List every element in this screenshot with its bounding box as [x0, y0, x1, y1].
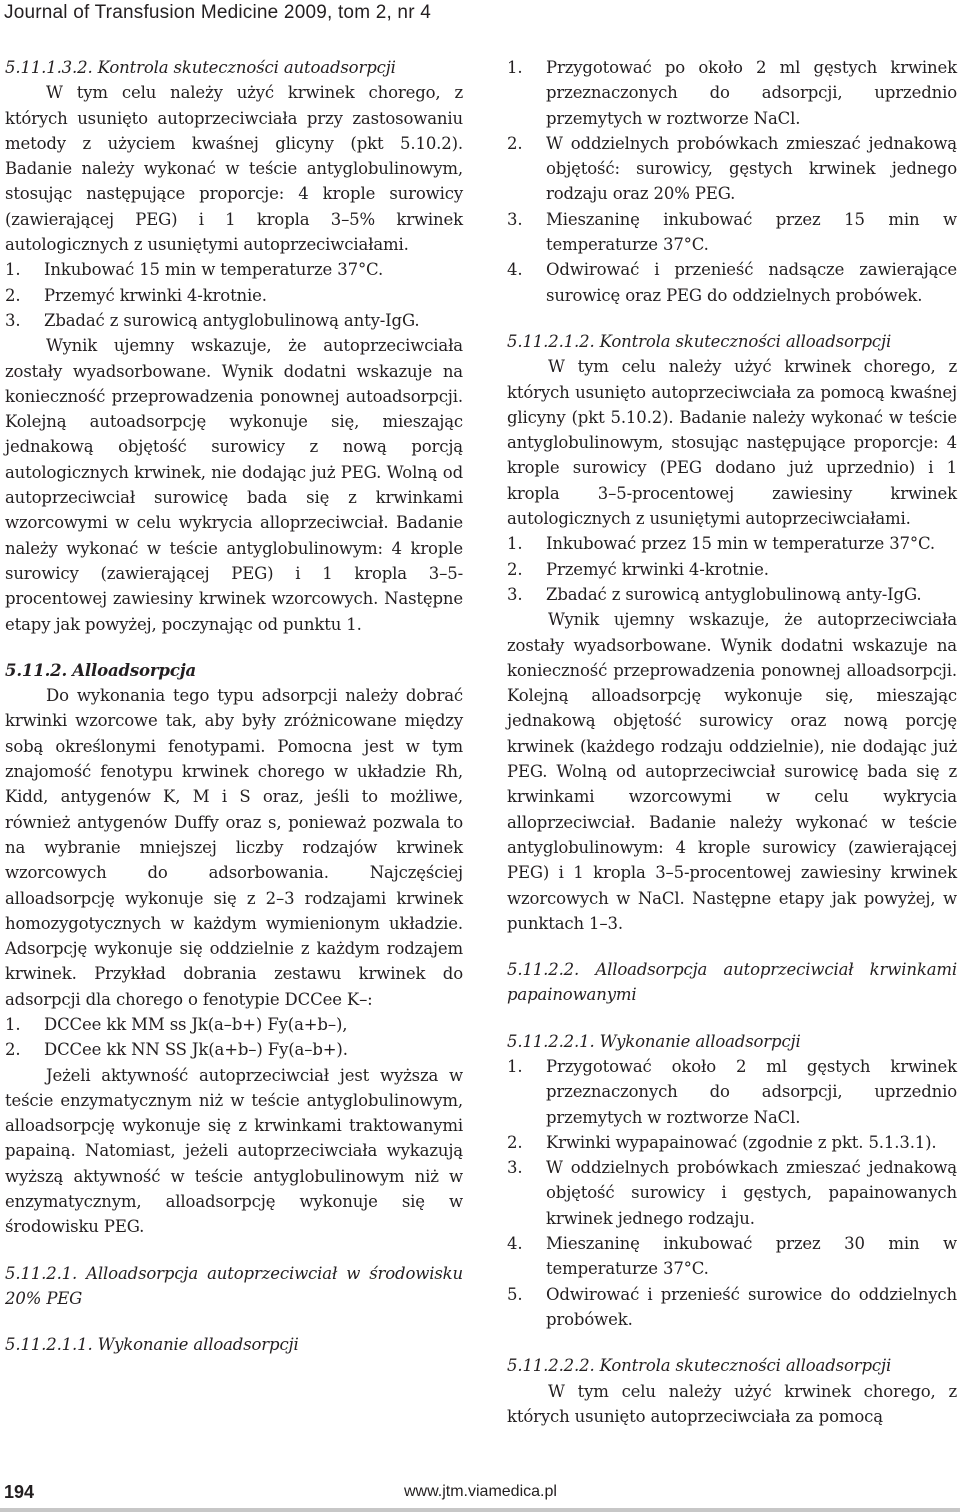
list-item: [507, 582, 957, 607]
numbered-list: [507, 531, 957, 607]
numbered-list: [5, 257, 463, 333]
section-heading: [507, 329, 957, 354]
list-text: Przygotować po około 2 ml gęstych krwinek przeznaczonych do adsorpcji, uprzednio przemytych w roztworze NaCl.: [546, 58, 957, 128]
list-number: 4.: [507, 260, 523, 280]
list-item: [507, 207, 957, 258]
right-column: [507, 55, 957, 1429]
list-number: 2.: [507, 133, 523, 153]
list-item: [507, 131, 957, 207]
list-number: 1.: [507, 1056, 523, 1076]
list-text: Odwirować i przenieść surowice do oddzielnych probówek.: [546, 1284, 957, 1329]
section-heading: [5, 1261, 463, 1312]
running-header: Journal of Transfusion Medicine 2009, tom 2, nr 4: [4, 2, 431, 23]
paragraph: W tym celu należy użyć krwinek chorego, z których usunięto autoprzeciwciała za pomocą kwaśnej glicyny (pkt 5.10.2). Badanie należy wykonać w teście antyglobulinowym, stosując następujące proporcje: 4 krople surowicy (PEG dodano już uprzednio) i 1 kropla 3–5-procentowej zawiesiny krwinek autologicznych z usuniętymi autoprzeciwciałami.: [507, 357, 957, 529]
paragraph: Wynik ujemny wskazuje, że autoprzeciwciała zostały wyadsorbowane. Wynik dodatni wskazuje na konieczność przeprowadzenia ponownej alloadsorpcji. Kolejną alloadsorpcję wykonuje się, mieszając jednakową objętość surowicy oraz nową porcję krwinek (każdego rodzaju oddzielnie), nie dodając już PEG. Wolną od autoprzeciwciał surowicę bada się z krwinkami wzorcowymi w celu wykrycia alloprzeciwciał. Badanie należy wykonać w teście antyglobulinowym: 4 krople surowicy (zawierającej PEG) i 1 kropla 3–5-procentowej zawiesiny krwinek wzorcowych w NaCl. Następne etapy jak powyżej, w punktach 1–3.: [507, 610, 957, 933]
list-text: Przemyć krwinki 4-krotnie.: [546, 559, 769, 579]
section-heading: [507, 1353, 957, 1378]
heading-text: 5.11.2.2.2. Kontrola skuteczności alloadsorpcji: [507, 1356, 892, 1376]
list-item: [5, 257, 463, 282]
heading-number: 5.11.2.: [5, 660, 68, 680]
list-text: Inkubować 15 min w temperaturze 37°C.: [44, 260, 384, 280]
list-item: [5, 308, 463, 333]
heading-text: 5.11.1.3.2. Kontrola skuteczności autoadsorpcji: [5, 58, 396, 77]
heading-text: 5.11.2.2.1. Wykonanie alloadsorpcji: [507, 1031, 801, 1051]
list-number: 1.: [507, 58, 523, 77]
section-heading: [507, 957, 957, 1008]
heading-text: 5.11.2.1.1. Wykonanie alloadsorpcji: [5, 1335, 299, 1355]
list-text: Zbadać z surowicą antyglobulinową anty-IgG.: [546, 584, 922, 604]
list-number: 1.: [5, 1014, 21, 1034]
list-number: 2.: [507, 1132, 523, 1152]
footer-divider: [0, 1508, 960, 1512]
list-number: 2.: [5, 1040, 21, 1060]
heading-text: 5.11.2.1. Alloadsorpcja autoprzeciwciał w środowisku 20% PEG: [5, 1263, 463, 1308]
list-item: [507, 531, 957, 556]
list-number: 5.: [507, 1284, 523, 1304]
list-item: [507, 557, 957, 582]
heading-text: 5.11.2.1.2. Kontrola skuteczności alloadsorpcji: [507, 331, 892, 351]
list-number: 4.: [507, 1234, 523, 1254]
numbered-list: [507, 1054, 957, 1332]
paragraph: Do wykonania tego typu adsorpcji należy dobrać krwinki wzorcowe tak, aby były zróżnicowane między sobą określonymi fenotypami. Pomocna jest w tym znajomość fenotypu krwinek chorego w układzie Rh, Kidd, antygenów K, M i S oraz, jeśli to możliwe, również antygenów Duffy oraz s, ponieważ pozwala to na wybranie mniejszej liczby rodzajów krwinek wzorcowych do adsorbowania. Najczęściej alloadsorpcję wykonuje się z 2–3 rodzajami krwinek homozygotycznych w każdym wymienionym układzie. Adsorpcję wykonuje się oddzielnie z każdym rodzajem krwinek. Przykład dobrania zestawu krwinek do adsorpcji dla chorego o fenotypie DCCee K–:: [5, 686, 463, 1009]
list-text: DCCee kk NN SS Jk(a+b–) Fy(a–b+).: [44, 1040, 348, 1060]
list-number: 1.: [5, 260, 21, 280]
list-text: Inkubować przez 15 min w temperaturze 37°C.: [546, 534, 935, 554]
paragraph: W tym celu należy użyć krwinek chorego, z których usunięto autoprzeciwciała przy zastosowaniu metody z użyciem kwaśnej glicyny (pkt 5.10.2). Badanie należy wykonać w teście antyglobulinowym, stosując następujące proporcje: 4 krople surowicy (zawierającej PEG) i 1 kropla 3–5% krwinek autologicznych z usuniętymi autoprzeciwciałami.: [5, 83, 463, 255]
list-item: [5, 1012, 463, 1037]
list-text: Odwirować i przenieść nadsącze zawierające surowicę oraz PEG do oddzielnych probówek.: [546, 260, 957, 305]
list-item: [507, 257, 957, 308]
numbered-list: [5, 1012, 463, 1063]
heading-title: Alloadsorpcja: [72, 660, 197, 680]
list-number: 3.: [5, 310, 21, 330]
list-text: DCCee kk MM ss Jk(a–b+) Fy(a+b–),: [44, 1014, 348, 1034]
numbered-list: [507, 55, 957, 308]
section-heading: [5, 55, 463, 80]
list-text: Mieszaninę inkubować przez 15 min w temperaturze 37°C.: [546, 209, 957, 255]
list-item: [507, 1054, 957, 1130]
list-text: W oddzielnych probówkach zmieszać jednakową objętość surowicy i gęstych, papainowanych krwinek jednego rodzaju.: [546, 1158, 957, 1228]
list-item: [507, 1155, 957, 1231]
list-item: [5, 283, 463, 308]
list-item: [507, 1282, 957, 1333]
page-number: 194: [4, 1482, 35, 1502]
list-text: Krwinki wypapainować (zgodnie z pkt. 5.1.3.1).: [546, 1132, 937, 1152]
paragraph: Wynik ujemny wskazuje, że autoprzeciwciała zostały wyadsorbowane. Wynik dodatni wskazuje na konieczność przeprowadzenia ponownej autoadsorpcji. Kolejną autoadsorpcję wykonuje się, mieszając jednakową objętość surowicy z nową porcją autologicznych krwinek, nie dodając już PEG. Wolną od autoprzeciwciał surowicę bada się z krwinkami wzorcowymi w celu wykrycia alloprzeciwciał. Badanie należy wykonać w teście antyglobulinowym: 4 krople surowicy (zawierającej PEG) i 1 kropla 3–5-procentowej zawiesiny krwinek wzorcowych. Następne etapy jak powyżej, poczynając od punktu 1.: [5, 336, 463, 634]
left-column: [5, 55, 463, 1358]
list-number: 3.: [507, 1158, 523, 1178]
list-text: W oddzielnych probówkach zmieszać jednakową objętość: surowicy, gęstych krwinek jednego rodzaju oraz 20% PEG.: [546, 133, 957, 204]
footer-url[interactable]: www.jtm.viamedica.pl: [404, 1483, 557, 1500]
section-heading: [507, 1029, 957, 1054]
list-text: Mieszaninę inkubować przez 30 min w temperaturze 37°C.: [546, 1234, 957, 1279]
list-number: 1.: [507, 534, 523, 554]
list-number: 2.: [5, 285, 21, 305]
list-item: [507, 1130, 957, 1155]
list-text: Przygotować około 2 ml gęstych krwinek przeznaczonych do adsorpcji, uprzednio przemytych w roztworze NaCl.: [546, 1056, 957, 1127]
list-item: [507, 1231, 957, 1282]
list-item: [5, 1037, 463, 1062]
list-number: 2.: [507, 559, 523, 579]
list-number: 3.: [507, 584, 523, 604]
heading-text: 5.11.2.2. Alloadsorpcja autoprzeciwciał krwinkami papainowanymi: [507, 960, 957, 1005]
list-text: Przemyć krwinki 4-krotnie.: [44, 285, 267, 305]
section-heading: [5, 1332, 463, 1357]
paragraph: W tym celu należy użyć krwinek chorego, z których usunięto autoprzeciwciała za pomocą: [507, 1381, 957, 1426]
section-heading-alloadsorpcja: [5, 658, 463, 683]
paragraph: Jeżeli aktywność autoprzeciwciał jest wyższa w teście enzymatycznym niż w teście antyglobulinowym, alloadsorpcję wykonuje się z krwinkami traktowanymi papainą. Natomiast, jeżeli autoprzeciwciała wykazują wyższą aktywność w teście antyglobulinowym niż w enzymatycznym, alloadsorpcję wykonuje się w środowisku PEG.: [5, 1065, 463, 1237]
list-item: [507, 55, 957, 131]
list-text: Zbadać z surowicą antyglobulinową anty-IgG.: [44, 310, 420, 330]
list-number: 3.: [507, 209, 523, 229]
